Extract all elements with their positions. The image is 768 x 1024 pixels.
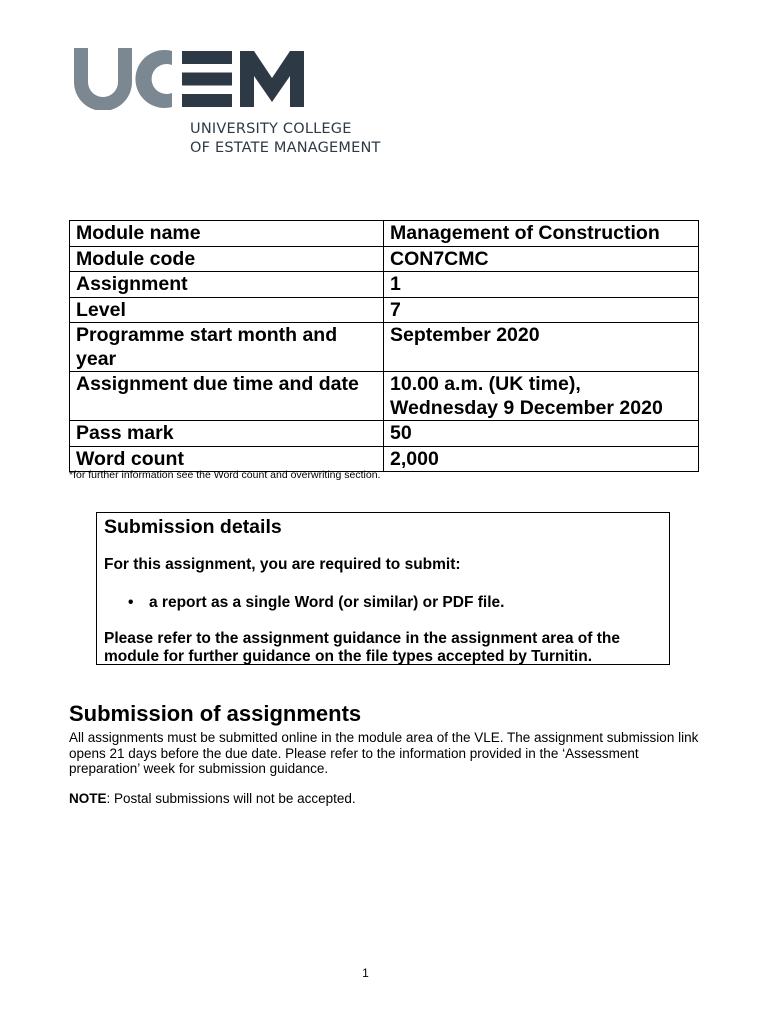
bullet-text: a report as a single Word (or similar) or PDF file. [149,594,505,611]
table-row [70,421,699,447]
logo-line-2: OF ESTATE MANAGEMENT [190,140,381,156]
row-label: Assignment [70,272,384,298]
section-body: All assignments must be submitted online in the module area of the VLE. The assignment submission link opens 21 days before the due date. Please refer to the information provided in the ‘Assessment preparation’ week for submission guidance. [69,730,699,776]
note-text: : Postal submissions will not be accepted. [106,791,356,806]
table-row [70,221,699,247]
logo-line-1: UNIVERSITY COLLEGE [190,121,352,137]
table-row [70,372,699,421]
ucem-wordmark [74,48,306,110]
row-value: 2,000 [384,446,699,472]
row-value: 7 [384,297,699,323]
submission-guidance: Please refer to the assignment guidance in the assignment area of the module for further guidance on the file types accepted by Turnitin. [104,630,620,665]
submission-intro: For this assignment, you are required to submit: [104,556,461,573]
note-paragraph [69,791,356,807]
note-label: NOTE [69,791,107,806]
row-label: Level [70,297,384,323]
row-value: 10.00 a.m. (UK time), Wednesday 9 December 2020 [384,372,699,421]
row-value: September 2020 [384,323,699,372]
row-value: Management of Construction [384,221,699,247]
submission-details-heading: Submission details [104,516,282,538]
section-title: Submission of assignments [69,701,362,726]
row-value: 50 [384,421,699,447]
row-label: Module code [70,246,384,272]
table-row [70,446,699,472]
logo-subtitle [190,120,381,158]
row-label: Word count [70,446,384,472]
table-footnote: *for further information see the Word count and overwriting section. [69,469,381,481]
submission-details-box [96,512,670,665]
row-value: CON7CMC [384,246,699,272]
bullet-icon: • [128,594,134,611]
ucem-logo [74,48,384,158]
module-info-table [69,220,699,472]
row-label: Assignment due time and date [70,372,384,421]
table-row [70,246,699,272]
row-value: 1 [384,272,699,298]
list-item [104,594,662,612]
row-label: Programme start month and year [70,323,384,372]
row-label: Pass mark [70,421,384,447]
table-row [70,297,699,323]
row-label: Module name [70,221,384,247]
page-number: 1 [362,966,369,980]
table-row [70,323,699,372]
table-row [70,272,699,298]
